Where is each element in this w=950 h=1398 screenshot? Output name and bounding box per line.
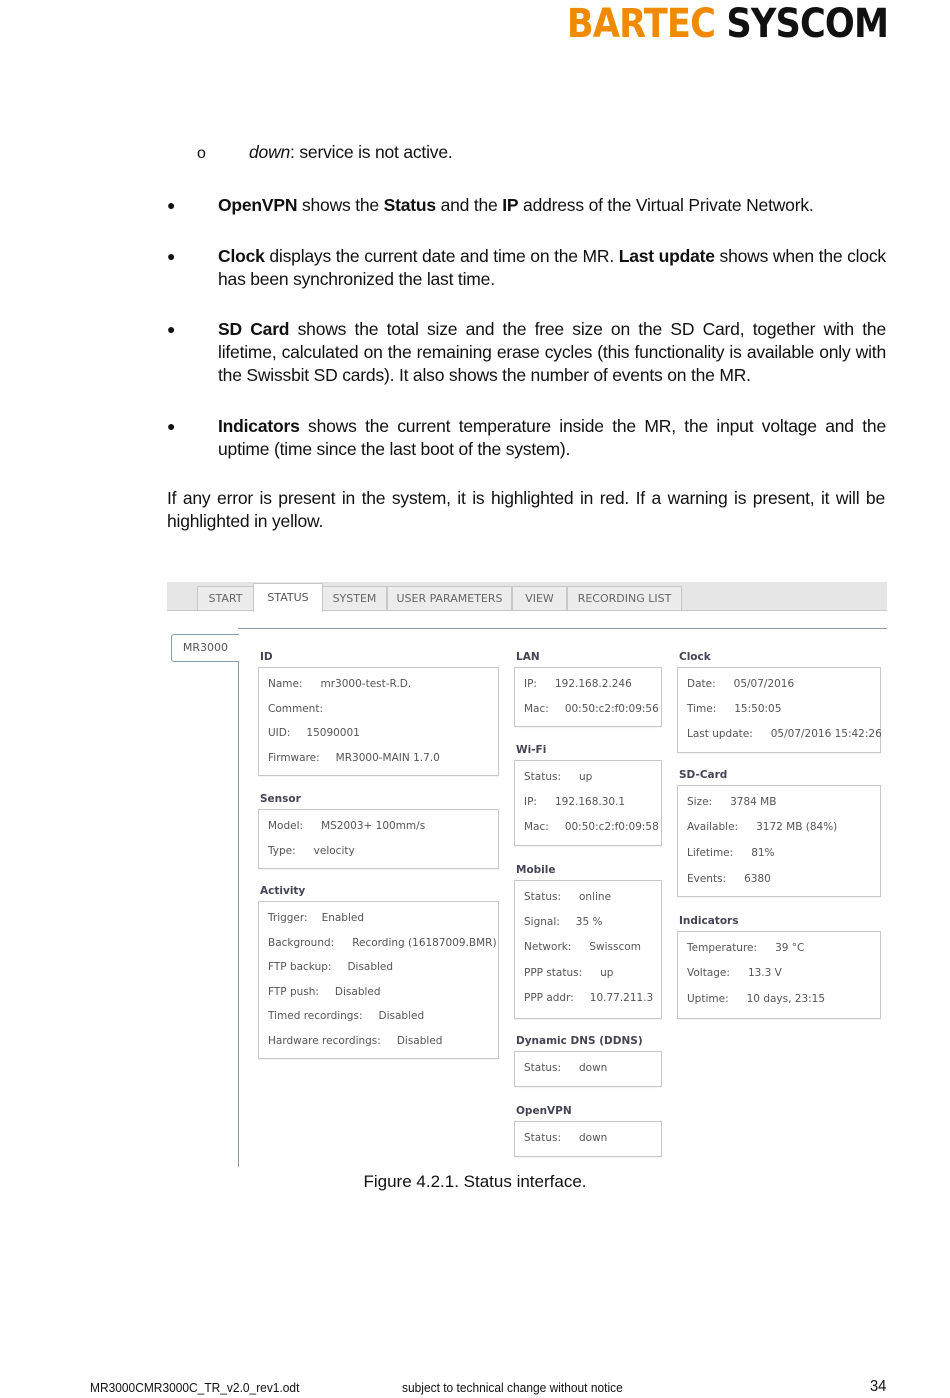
sdcard-box	[677, 785, 881, 897]
sdcard-row-size: Size: 3784 MB	[687, 796, 777, 808]
tab-bar	[167, 582, 887, 611]
down-item: down: service is not active.	[249, 142, 453, 162]
device-tab-mr3000[interactable]: MR3000	[171, 634, 239, 662]
wifi-box	[514, 760, 662, 846]
tab-status[interactable]: STATUS	[253, 583, 323, 612]
panel-border	[238, 660, 239, 1167]
bullet-icon: ●	[167, 197, 176, 213]
tab-user-parameters[interactable]: USER PARAMETERS	[387, 586, 512, 610]
brand-part2: SYSCOM	[726, 1, 888, 47]
activity-row-background: Background: Recording (16187009.BMR)	[268, 937, 497, 949]
activity-row-ftp-backup: FTP backup: Disabled	[268, 961, 394, 973]
tab-recording-list[interactable]: RECORDING LIST	[567, 586, 682, 610]
activity-row-ftp-push: FTP push: Disabled	[268, 986, 381, 998]
mobile-row-signal: Signal: 35 %	[524, 916, 603, 928]
sdcard-paragraph: SD Card shows the total size and the free size on the SD Card, together with the lifetime, calculated on the remaining erase cycles (this functionality is available only with the Swissbit SD cards). It also shows the number of events on the MR.	[218, 319, 886, 385]
section-title-sensor: Sensor	[260, 793, 301, 805]
sensor-row-model: Model: MS2003+ 100mm/s	[268, 820, 426, 832]
brand-logo	[567, 2, 888, 46]
sdcard-row-lifetime: Lifetime: 81%	[687, 847, 775, 859]
tab-start[interactable]: START	[197, 586, 254, 610]
openvpn-paragraph: OpenVPN shows the Status and the IP address of the Virtual Private Network.	[218, 195, 814, 215]
activity-box	[258, 901, 499, 1059]
indicators-paragraph: Indicators shows the current temperature inside the MR, the input voltage and the uptime (time since the last boot of the system).	[218, 416, 886, 459]
mobile-row-network: Network: Swisscom	[524, 941, 641, 953]
mobile-row-ppp-addr: PPP addr: 10.77.211.3	[524, 992, 654, 1004]
id-box	[258, 667, 499, 776]
id-row-name: Name: mr3000-test-R.D.	[268, 678, 412, 690]
indicators-row-voltage: Voltage: 13.3 V	[687, 967, 782, 979]
ddns-box	[514, 1051, 662, 1087]
circle-bullet-icon: o	[197, 145, 206, 162]
openvpn-row-status: Status: down	[524, 1132, 608, 1144]
section-title-openvpn: OpenVPN	[516, 1105, 572, 1117]
mobile-box	[514, 880, 662, 1019]
clock-row-date: Date: 05/07/2016	[687, 678, 795, 690]
wifi-row-ip: IP: 192.168.30.1	[524, 796, 626, 808]
page-number: 34	[870, 1378, 887, 1395]
clock-box	[677, 667, 881, 753]
section-title-activity: Activity	[260, 885, 306, 897]
ddns-row-status: Status: down	[524, 1062, 608, 1074]
panel-border	[238, 628, 887, 629]
lan-row-ip: IP: 192.168.2.246	[524, 678, 632, 690]
id-row-firmware: Firmware: MR3000-MAIN 1.7.0	[268, 752, 440, 764]
clock-row-last-update: Last update: 05/07/2016 15:42:26	[687, 728, 882, 740]
wifi-row-status: Status: up	[524, 771, 593, 783]
figure-caption: Figure 4.2.1. Status interface.	[363, 1172, 587, 1191]
footer-notice: subject to technical change without notice	[402, 1380, 623, 1395]
sdcard-row-available: Available: 3172 MB (84%)	[687, 821, 838, 833]
indicators-row-uptime: Uptime: 10 days, 23:15	[687, 993, 826, 1005]
status-interface-figure	[167, 582, 887, 1167]
tab-view[interactable]: VIEW	[512, 586, 567, 610]
tab-system[interactable]: SYSTEM	[322, 586, 387, 610]
mobile-row-status: Status: online	[524, 891, 612, 903]
id-row-uid: UID: 15090001	[268, 727, 360, 739]
brand-part1: BARTEC	[566, 1, 715, 47]
clock-paragraph: Clock displays the current date and time on the MR. Last update shows when the clock has been synchronized the last time.	[218, 246, 886, 289]
bullet-icon: ●	[167, 248, 176, 264]
section-title-lan: LAN	[516, 651, 540, 663]
activity-row-trigger: Trigger: Enabled	[268, 912, 365, 924]
section-title-mobile: Mobile	[516, 864, 556, 876]
section-title-sdcard: SD-Card	[679, 769, 728, 781]
sensor-row-type: Type: velocity	[268, 845, 355, 857]
bullet-icon: ●	[167, 321, 176, 337]
lan-row-mac: Mac: 00:50:c2:f0:09:56	[524, 703, 659, 715]
section-title-wifi: Wi-Fi	[516, 744, 547, 756]
lan-box	[514, 667, 662, 727]
section-title-indicators: Indicators	[679, 915, 739, 927]
bullet-icon: ●	[167, 418, 176, 434]
clock-row-time: Time: 15:50:05	[687, 703, 782, 715]
section-title-ddns: Dynamic DNS (DDNS)	[516, 1035, 643, 1047]
openvpn-box	[514, 1121, 662, 1157]
error-paragraph: If any error is present in the system, it is highlighted in red. If a warning is present, it will be highlighted in yellow.	[167, 488, 885, 531]
section-title-clock: Clock	[679, 651, 711, 663]
mobile-row-ppp-status: PPP status: up	[524, 967, 614, 979]
id-row-comment: Comment:	[268, 703, 323, 715]
section-title-id: ID	[260, 651, 273, 663]
activity-row-hardware-recordings: Hardware recordings: Disabled	[268, 1035, 443, 1047]
down-term: down	[249, 142, 291, 162]
sensor-box	[258, 809, 499, 869]
activity-row-timed-recordings: Timed recordings: Disabled	[268, 1010, 425, 1022]
indicators-row-temperature: Temperature: 39 °C	[687, 942, 805, 954]
sdcard-row-events: Events: 6380	[687, 873, 771, 885]
indicators-box	[677, 931, 881, 1019]
footer-filename: MR3000CMR3000C_TR_v2.0_rev1.odt	[90, 1380, 300, 1395]
wifi-row-mac: Mac: 00:50:c2:f0:09:58	[524, 821, 659, 833]
